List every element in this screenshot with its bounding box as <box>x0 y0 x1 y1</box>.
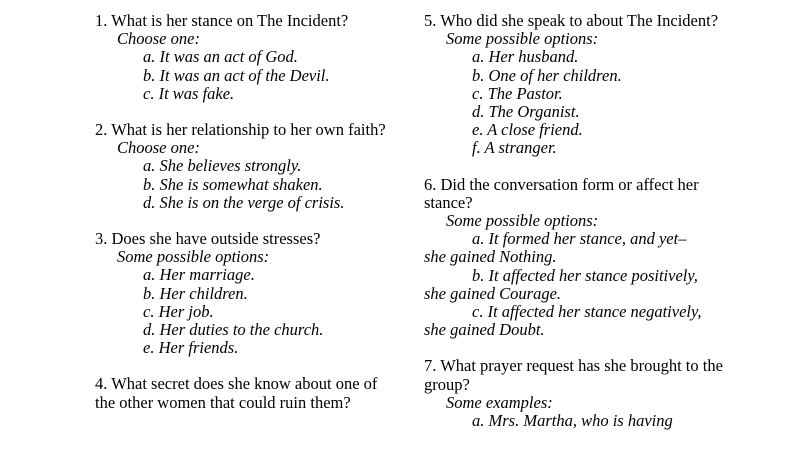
question-intro: Some possible options: <box>117 247 270 267</box>
option: d. The Organist. <box>472 102 580 122</box>
option-continuation: she gained Doubt. <box>424 320 545 340</box>
option: a. She believes strongly. <box>143 156 302 176</box>
question-intro: Some possible options: <box>446 29 599 49</box>
option: b. One of her children. <box>472 65 622 85</box>
question-1 <box>95 12 395 103</box>
question-6 <box>424 176 724 340</box>
option: e. Her friends. <box>143 338 239 358</box>
option: b. She is somewhat shaken. <box>143 174 323 194</box>
option: a. Her husband. <box>472 47 579 67</box>
question-5 <box>424 12 724 158</box>
question-text: 3. Does she have outside stresses? <box>95 229 321 249</box>
option-continuation: she gained Courage. <box>424 283 562 303</box>
option-continuation: she gained Nothing. <box>424 247 557 267</box>
option: a. It was an act of God. <box>143 47 298 67</box>
question-intro: Choose one: <box>117 138 200 158</box>
option: c. The Pastor. <box>472 83 563 103</box>
option-first-line: b. It affected her stance positively, <box>472 265 698 285</box>
option: d. She is on the verge of crisis. <box>143 192 345 212</box>
question-text: 7. What prayer request has she brought to the group? <box>424 356 723 394</box>
question-text: 2. What is her relationship to her own faith? <box>95 120 386 140</box>
question-3 <box>95 230 395 357</box>
option: c. Her job. <box>143 301 214 321</box>
question-intro: Some examples: <box>446 392 553 412</box>
option: f. A stranger. <box>472 138 557 158</box>
question-7 <box>424 357 724 430</box>
question-text: 5. Who did she speak to about The Incident? <box>424 11 719 30</box>
question-2 <box>95 121 395 212</box>
option: d. Her duties to the church. <box>143 320 324 340</box>
option: a. Her marriage. <box>143 265 255 285</box>
option: b. Her children. <box>143 283 248 303</box>
option <box>424 267 724 303</box>
option <box>424 230 724 266</box>
question-text: 6. Did the conversation form or affect her stance? <box>424 174 699 212</box>
option: b. It was an act of the Devil. <box>143 65 330 85</box>
left-column <box>95 12 395 430</box>
right-column <box>424 12 724 448</box>
option: e. A close friend. <box>472 120 583 140</box>
option-first-line: c. It affected her stance negatively, <box>472 302 702 322</box>
question-4 <box>95 375 395 411</box>
question-text: 4. What secret does she know about one of the other women that could ruin them? <box>95 374 378 412</box>
option <box>424 303 724 339</box>
option: a. Mrs. Martha, who is having <box>472 411 673 431</box>
option: c. It was fake. <box>143 83 235 103</box>
question-text: 1. What is her stance on The Incident? <box>95 11 349 30</box>
option-first-line: a. It formed her stance, and yet– <box>472 229 687 249</box>
question-intro: Some possible options: <box>446 211 599 231</box>
question-intro: Choose one: <box>117 29 200 49</box>
